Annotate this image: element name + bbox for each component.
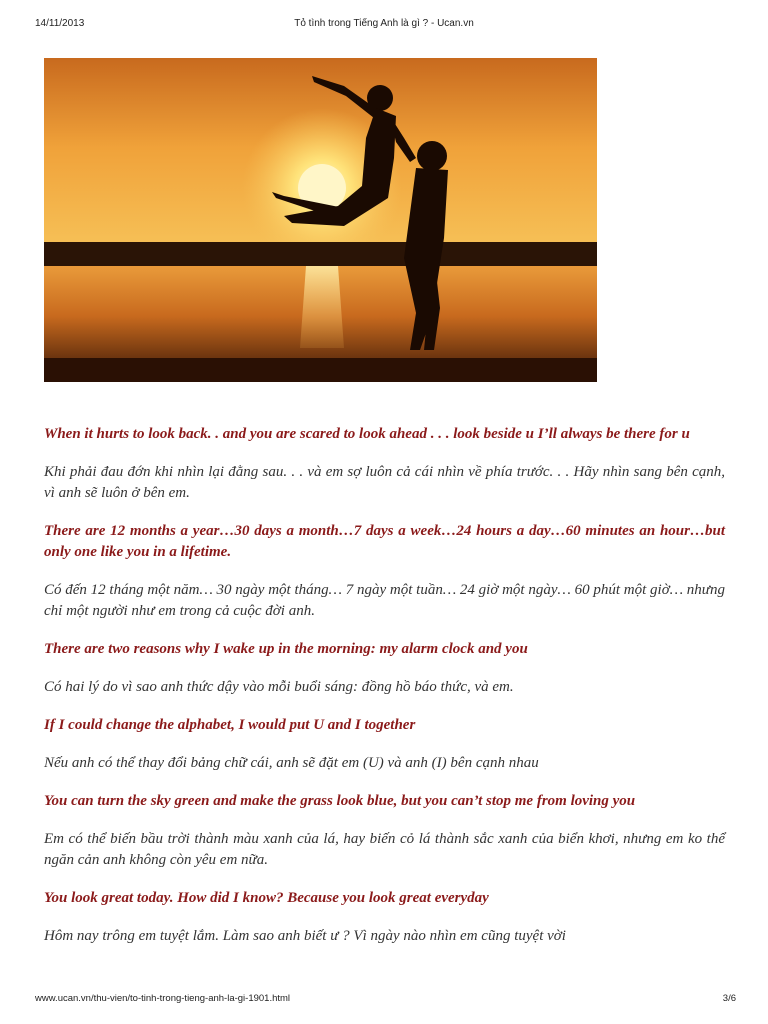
quote-vietnamese: Khi phải đau đớn khi nhìn lại đằng sau. . . và em sợ luôn cả cái nhìn về phía trước. . . Hãy nhìn sang bên cạnh, vì anh sẽ luôn ở bên em.: [44, 464, 725, 501]
quote-english: When it hurts to look back. . and you are scared to look ahead . . . look beside u I’ll always be there for u: [44, 426, 690, 442]
quote-vietnamese: Có hai lý do vì sao anh thức dậy vào mỗi buổi sáng: đồng hồ báo thức, và em.: [44, 679, 514, 695]
quote-english: There are 12 months a year…30 days a month…7 days a week…24 hours a day…60 minutes an hour…but only one like you in a lifetime.: [44, 523, 725, 560]
quote-vietnamese: Nếu anh có thể thay đổi bảng chữ cái, anh sẽ đặt em (U) và anh (I) bên cạnh nhau: [44, 755, 539, 771]
page-title: Tỏ tình trong Tiếng Anh là gì ? - Ucan.vn: [294, 18, 474, 29]
quote-vietnamese: Hôm nay trông em tuyệt lắm. Làm sao anh biết ư ? Vì ngày nào nhìn em cũng tuyệt vời: [44, 928, 566, 944]
print-footer: [0, 993, 768, 1007]
print-date: 14/11/2013: [35, 18, 85, 29]
beach: [44, 358, 597, 382]
sun-reflection: [300, 266, 344, 348]
print-header: [0, 18, 768, 32]
page-url: www.ucan.vn/thu-vien/to-tinh-trong-tieng-anh-la-gi-1901.html: [35, 993, 291, 1004]
sunset-couple-image: [44, 58, 597, 382]
horizon-land: [44, 242, 597, 268]
page-number: 3/6: [722, 993, 736, 1004]
quotes-content: [44, 424, 725, 964]
quote-english: You can turn the sky green and make the grass look blue, but you can’t stop me from loving you: [44, 793, 636, 809]
quote-vietnamese: Có đến 12 tháng một năm… 30 ngày một tháng… 7 ngày một tuần… 24 giờ một ngày… 60 phút một giờ… nhưng chỉ một người như em trong cả cuộc đời anh.: [44, 582, 725, 619]
sunset-illustration: [44, 58, 597, 382]
quote-english: You look great today. How did I know? Because you look great everyday: [44, 890, 489, 906]
quote-english: There are two reasons why I wake up in the morning: my alarm clock and you: [44, 641, 528, 657]
quote-english: If I could change the alphabet, I would put U and I together: [44, 717, 416, 733]
quote-vietnamese: Em có thể biến bầu trời thành màu xanh của lá, hay biến cỏ lá thành sắc xanh của biển khơi, nhưng em ko thể ngăn cản anh không còn yêu em nữa.: [44, 831, 725, 868]
